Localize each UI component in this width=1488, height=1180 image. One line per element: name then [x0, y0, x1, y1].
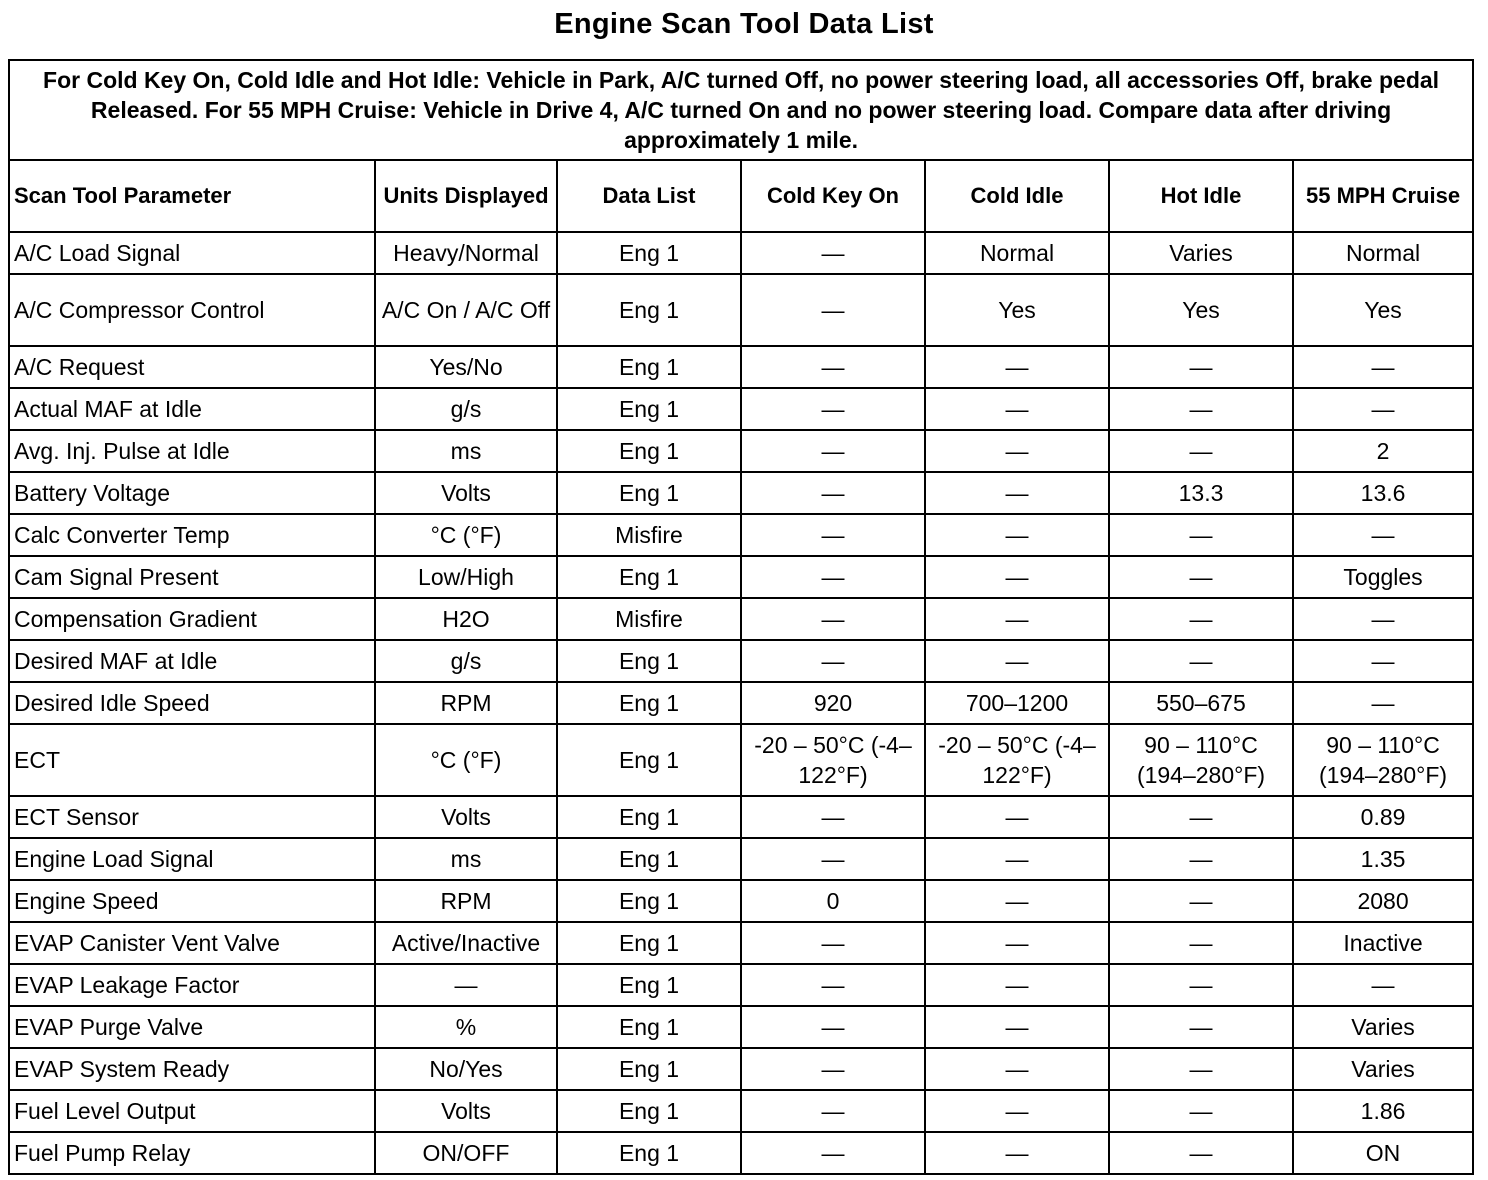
table-row: [9, 556, 1473, 598]
units-cell: —: [375, 964, 557, 1006]
data-list-cell: Eng 1: [557, 838, 741, 880]
hot-idle-cell: —: [1109, 1048, 1293, 1090]
data-list-cell: Eng 1: [557, 1048, 741, 1090]
header-cold-key-on: Cold Key On: [741, 160, 925, 232]
units-cell: ms: [375, 430, 557, 472]
cold-key-on-cell: —: [741, 232, 925, 274]
hot-idle-cell: Yes: [1109, 274, 1293, 346]
cruise-55-mph-cell: —: [1293, 682, 1473, 724]
parameter-cell: Desired MAF at Idle: [9, 640, 375, 682]
cold-key-on-cell: 920: [741, 682, 925, 724]
data-list-cell: Eng 1: [557, 430, 741, 472]
table-row: [9, 838, 1473, 880]
hot-idle-cell: —: [1109, 1006, 1293, 1048]
table-row: [9, 796, 1473, 838]
header-hot-idle: Hot Idle: [1109, 160, 1293, 232]
units-cell: Heavy/Normal: [375, 232, 557, 274]
data-list-cell: Eng 1: [557, 346, 741, 388]
header-units-displayed: Units Displayed: [375, 160, 557, 232]
cold-idle-cell: Normal: [925, 232, 1109, 274]
units-cell: ms: [375, 838, 557, 880]
cold-idle-cell: —: [925, 880, 1109, 922]
parameter-cell: Compensation Gradient: [9, 598, 375, 640]
parameter-cell: Desired Idle Speed: [9, 682, 375, 724]
table-row: [9, 514, 1473, 556]
table-row: [9, 598, 1473, 640]
cold-key-on-cell: —: [741, 598, 925, 640]
cold-idle-cell: —: [925, 922, 1109, 964]
cruise-55-mph-cell: —: [1293, 598, 1473, 640]
data-list-cell: Misfire: [557, 514, 741, 556]
cruise-55-mph-cell: 2080: [1293, 880, 1473, 922]
cold-key-on-cell: -20 – 50°C (-4–122°F): [741, 724, 925, 796]
header-55-mph-cruise: 55 MPH Cruise: [1293, 160, 1473, 232]
table-row: [9, 724, 1473, 796]
parameter-cell: Engine Speed: [9, 880, 375, 922]
parameter-cell: Battery Voltage: [9, 472, 375, 514]
cold-key-on-cell: 0: [741, 880, 925, 922]
cruise-55-mph-cell: —: [1293, 388, 1473, 430]
cruise-55-mph-cell: Yes: [1293, 274, 1473, 346]
cold-key-on-cell: —: [741, 964, 925, 1006]
cruise-55-mph-cell: 0.89: [1293, 796, 1473, 838]
cold-idle-cell: —: [925, 796, 1109, 838]
data-list-cell: Eng 1: [557, 388, 741, 430]
header-row: [9, 160, 1473, 232]
hot-idle-cell: —: [1109, 346, 1293, 388]
hot-idle-cell: —: [1109, 514, 1293, 556]
table-row: [9, 232, 1473, 274]
cold-idle-cell: —: [925, 1048, 1109, 1090]
table-row: [9, 388, 1473, 430]
data-list-cell: Eng 1: [557, 880, 741, 922]
cold-idle-cell: —: [925, 964, 1109, 1006]
cruise-55-mph-cell: Varies: [1293, 1006, 1473, 1048]
units-cell: %: [375, 1006, 557, 1048]
table-row: [9, 274, 1473, 346]
hot-idle-cell: —: [1109, 1132, 1293, 1174]
parameter-cell: EVAP Leakage Factor: [9, 964, 375, 1006]
cruise-55-mph-cell: 1.35: [1293, 838, 1473, 880]
hot-idle-cell: 90 – 110°C (194–280°F): [1109, 724, 1293, 796]
data-list-cell: Eng 1: [557, 472, 741, 514]
table-row: [9, 346, 1473, 388]
hot-idle-cell: Varies: [1109, 232, 1293, 274]
parameter-cell: Engine Load Signal: [9, 838, 375, 880]
cold-idle-cell: —: [925, 1006, 1109, 1048]
cold-idle-cell: —: [925, 1132, 1109, 1174]
cruise-55-mph-cell: —: [1293, 514, 1473, 556]
data-list-cell: Eng 1: [557, 274, 741, 346]
cold-key-on-cell: —: [741, 1006, 925, 1048]
cold-idle-cell: —: [925, 640, 1109, 682]
cruise-55-mph-cell: 13.6: [1293, 472, 1473, 514]
parameter-cell: Fuel Level Output: [9, 1090, 375, 1132]
data-list-cell: Eng 1: [557, 922, 741, 964]
table-row: [9, 964, 1473, 1006]
cold-key-on-cell: —: [741, 430, 925, 472]
units-cell: Volts: [375, 1090, 557, 1132]
parameter-cell: EVAP System Ready: [9, 1048, 375, 1090]
cruise-55-mph-cell: 90 – 110°C (194–280°F): [1293, 724, 1473, 796]
hot-idle-cell: —: [1109, 838, 1293, 880]
cold-idle-cell: 700–1200: [925, 682, 1109, 724]
data-list-cell: Eng 1: [557, 724, 741, 796]
cold-idle-cell: -20 – 50°C (-4–122°F): [925, 724, 1109, 796]
hot-idle-cell: —: [1109, 880, 1293, 922]
units-cell: °C (°F): [375, 724, 557, 796]
data-list-cell: Eng 1: [557, 964, 741, 1006]
cold-key-on-cell: —: [741, 922, 925, 964]
table-row: [9, 472, 1473, 514]
cruise-55-mph-cell: —: [1293, 346, 1473, 388]
cold-idle-cell: —: [925, 1090, 1109, 1132]
parameter-cell: Avg. Inj. Pulse at Idle: [9, 430, 375, 472]
units-cell: RPM: [375, 880, 557, 922]
cold-key-on-cell: —: [741, 640, 925, 682]
units-cell: Volts: [375, 796, 557, 838]
hot-idle-cell: —: [1109, 430, 1293, 472]
units-cell: RPM: [375, 682, 557, 724]
units-cell: g/s: [375, 640, 557, 682]
units-cell: Active/Inactive: [375, 922, 557, 964]
table-row: [9, 880, 1473, 922]
hot-idle-cell: —: [1109, 388, 1293, 430]
units-cell: °C (°F): [375, 514, 557, 556]
data-list-cell: Eng 1: [557, 640, 741, 682]
cold-key-on-cell: —: [741, 838, 925, 880]
units-cell: Low/High: [375, 556, 557, 598]
conditions-note: For Cold Key On, Cold Idle and Hot Idle: Vehicle in Park, A/C turned Off, no power steering load, all accessories Off, brake pedal Released. For 55 MPH Cruise: Vehicle in Drive 4, A/C turned On and no power steering load. Compare data after driving approximately 1 mile.: [9, 60, 1473, 160]
hot-idle-cell: —: [1109, 640, 1293, 682]
cruise-55-mph-cell: 2: [1293, 430, 1473, 472]
data-list-cell: Eng 1: [557, 232, 741, 274]
parameter-cell: Cam Signal Present: [9, 556, 375, 598]
data-list-cell: Eng 1: [557, 682, 741, 724]
cold-key-on-cell: —: [741, 274, 925, 346]
header-cold-idle: Cold Idle: [925, 160, 1109, 232]
cold-key-on-cell: —: [741, 472, 925, 514]
data-list-cell: Eng 1: [557, 796, 741, 838]
parameter-cell: A/C Request: [9, 346, 375, 388]
cold-idle-cell: —: [925, 430, 1109, 472]
hot-idle-cell: —: [1109, 1090, 1293, 1132]
parameter-cell: ECT: [9, 724, 375, 796]
table-row: [9, 1132, 1473, 1174]
cold-key-on-cell: —: [741, 514, 925, 556]
cold-key-on-cell: —: [741, 1132, 925, 1174]
data-list-cell: Misfire: [557, 598, 741, 640]
table-row: [9, 1006, 1473, 1048]
hot-idle-cell: —: [1109, 556, 1293, 598]
parameter-cell: EVAP Purge Valve: [9, 1006, 375, 1048]
hot-idle-cell: —: [1109, 796, 1293, 838]
table-row: [9, 430, 1473, 472]
table-row: [9, 1048, 1473, 1090]
cruise-55-mph-cell: Normal: [1293, 232, 1473, 274]
cold-key-on-cell: —: [741, 1090, 925, 1132]
cold-idle-cell: —: [925, 556, 1109, 598]
cold-key-on-cell: —: [741, 346, 925, 388]
table-row: [9, 922, 1473, 964]
cold-idle-cell: Yes: [925, 274, 1109, 346]
scan-data-table: [8, 59, 1474, 1175]
data-list-cell: Eng 1: [557, 1132, 741, 1174]
units-cell: H2O: [375, 598, 557, 640]
cruise-55-mph-cell: Toggles: [1293, 556, 1473, 598]
parameter-cell: Fuel Pump Relay: [9, 1132, 375, 1174]
hot-idle-cell: 550–675: [1109, 682, 1293, 724]
cold-key-on-cell: —: [741, 388, 925, 430]
units-cell: ON/OFF: [375, 1132, 557, 1174]
hot-idle-cell: —: [1109, 922, 1293, 964]
page-title: Engine Scan Tool Data List: [554, 8, 934, 40]
cruise-55-mph-cell: 1.86: [1293, 1090, 1473, 1132]
conditions-note-row: [9, 60, 1473, 160]
data-list-cell: Eng 1: [557, 1006, 741, 1048]
table-row: [9, 682, 1473, 724]
header-scan-tool-parameter: Scan Tool Parameter: [9, 160, 375, 232]
cruise-55-mph-cell: —: [1293, 964, 1473, 1006]
data-list-cell: Eng 1: [557, 556, 741, 598]
units-cell: A/C On / A/C Off: [375, 274, 557, 346]
table-row: [9, 1090, 1473, 1132]
parameter-cell: EVAP Canister Vent Valve: [9, 922, 375, 964]
hot-idle-cell: 13.3: [1109, 472, 1293, 514]
units-cell: g/s: [375, 388, 557, 430]
parameter-cell: Actual MAF at Idle: [9, 388, 375, 430]
cold-idle-cell: —: [925, 388, 1109, 430]
cold-key-on-cell: —: [741, 556, 925, 598]
cold-key-on-cell: —: [741, 1048, 925, 1090]
cold-idle-cell: —: [925, 838, 1109, 880]
parameter-cell: A/C Compressor Control: [9, 274, 375, 346]
header-data-list: Data List: [557, 160, 741, 232]
cold-idle-cell: —: [925, 514, 1109, 556]
cold-idle-cell: —: [925, 472, 1109, 514]
cold-idle-cell: —: [925, 598, 1109, 640]
parameter-cell: A/C Load Signal: [9, 232, 375, 274]
parameter-cell: ECT Sensor: [9, 796, 375, 838]
units-cell: No/Yes: [375, 1048, 557, 1090]
cruise-55-mph-cell: ON: [1293, 1132, 1473, 1174]
cruise-55-mph-cell: —: [1293, 640, 1473, 682]
data-list-cell: Eng 1: [557, 1090, 741, 1132]
hot-idle-cell: —: [1109, 964, 1293, 1006]
table-row: [9, 640, 1473, 682]
parameter-cell: Calc Converter Temp: [9, 514, 375, 556]
units-cell: Volts: [375, 472, 557, 514]
cold-key-on-cell: —: [741, 796, 925, 838]
units-cell: Yes/No: [375, 346, 557, 388]
cruise-55-mph-cell: Inactive: [1293, 922, 1473, 964]
cold-idle-cell: —: [925, 346, 1109, 388]
cruise-55-mph-cell: Varies: [1293, 1048, 1473, 1090]
hot-idle-cell: —: [1109, 598, 1293, 640]
